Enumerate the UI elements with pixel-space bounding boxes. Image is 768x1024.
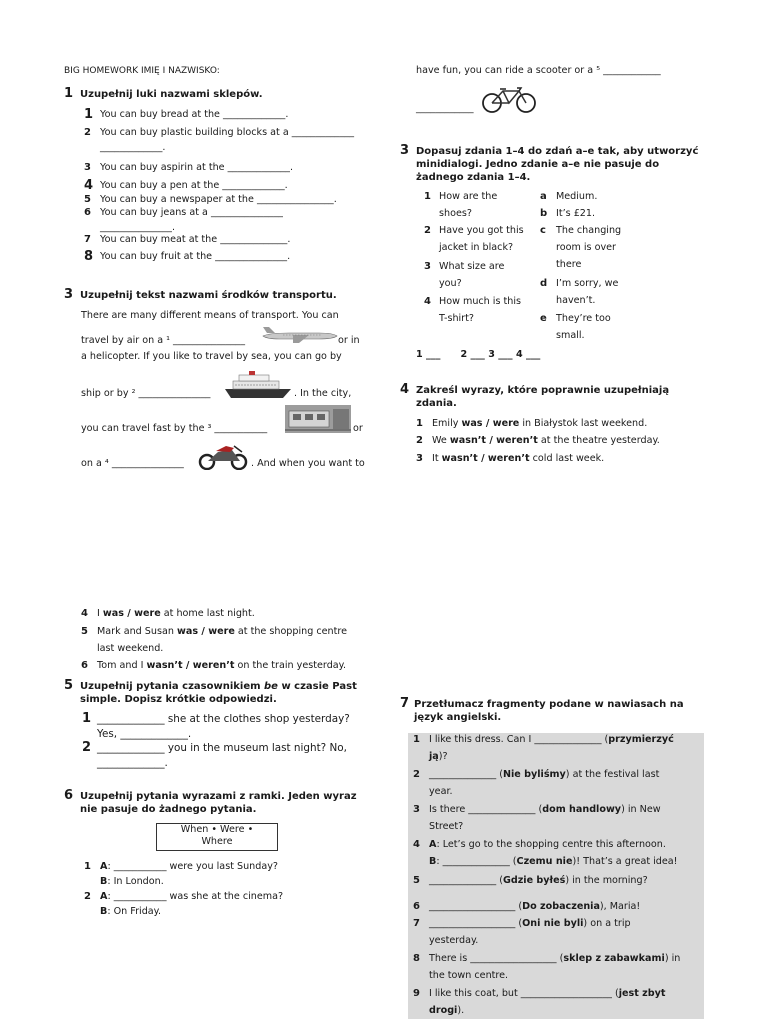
polish-phrase: Do zobaczenia	[522, 901, 600, 912]
text-segment: A: Let’s go to the shopping centre this afternoon.	[429, 839, 666, 850]
item-number: 6	[81, 660, 88, 671]
exercise-3b-number: 3	[400, 143, 410, 158]
exercise-5-title-line2: simple. Dopisz krótkie odpowiedzi.	[80, 694, 277, 705]
text-segment: Emily	[432, 418, 462, 429]
sentence	[97, 608, 255, 620]
item-number: 2	[84, 127, 91, 138]
text-segment: Mark and Susan	[97, 626, 177, 637]
question-number: 1	[424, 191, 431, 202]
text-segment: ), Maria!	[599, 901, 641, 912]
answer-text: small.	[556, 330, 585, 341]
item-number: 3	[413, 804, 420, 815]
translation-line-continued	[429, 821, 463, 833]
exercise-4-number: 4	[400, 382, 410, 397]
polish-phrase: Oni nie byli	[522, 918, 584, 929]
text-segment: Is there ______________ (	[429, 804, 543, 815]
question-text: What size are	[439, 261, 505, 272]
sentence	[97, 626, 347, 638]
answer-text: Medium.	[556, 191, 598, 202]
item-number: 6	[84, 207, 91, 218]
shop-sentence: You can buy a pen at the _____________.	[100, 180, 288, 191]
translation-line-continued	[429, 970, 508, 982]
text-segment: I	[97, 608, 103, 619]
polish-phrase: Gdzie byłeś	[502, 875, 566, 886]
word-box-line: When • Were •	[180, 824, 254, 835]
text-segment: yesterday.	[429, 935, 479, 946]
choice-words: wasn’t / weren’t	[449, 435, 538, 446]
speaker-label: B	[100, 906, 108, 917]
text-segment: the town centre.	[429, 970, 509, 981]
transport-text-line: or	[353, 423, 363, 434]
transport-text-line: . And when you want to	[251, 458, 365, 469]
question-text: How are the	[439, 191, 498, 202]
speaker-label: B	[100, 876, 108, 887]
text-segment: ).	[457, 1005, 465, 1016]
plane-icon	[259, 326, 339, 344]
transport-text-line: ship or by ² _______________	[81, 388, 211, 399]
answer-letter: d	[540, 278, 548, 289]
answer-text: They’re too	[556, 313, 611, 324]
question-text: you?	[439, 278, 462, 289]
transport-text-line: you can travel fast by the ³ ___________	[81, 423, 268, 434]
transport-text-line: . In the city,	[294, 388, 352, 399]
item-number: 5	[84, 194, 91, 205]
item-number: 3	[416, 453, 423, 464]
bicycle-icon	[481, 84, 537, 114]
translation-line	[429, 918, 631, 930]
answer-line: B: On Friday.	[100, 906, 162, 917]
question-number: 3	[424, 261, 431, 272]
answer-letter: b	[540, 208, 548, 219]
polish-phrase: Czemu nie	[516, 856, 573, 867]
question-text: How much is this	[439, 296, 522, 307]
item-number: 7	[84, 234, 91, 245]
shop-sentence: You can buy a newspaper at the ________________.	[100, 194, 337, 205]
motorbike-icon	[196, 442, 250, 470]
sentence	[432, 435, 660, 447]
shop-sentence-continued: _______________.	[100, 222, 176, 233]
item-number: 4	[81, 608, 88, 619]
polish-phrase: drogi	[429, 1005, 458, 1016]
text-segment: ______________ (	[429, 875, 503, 886]
choice-words: was / were	[461, 418, 520, 429]
item-number: 6	[413, 901, 420, 912]
text-segment: There is __________________ (	[429, 953, 564, 964]
exercise-3a-number: 3	[64, 287, 74, 302]
item-number: 1	[413, 734, 420, 745]
transport-text-line: or in	[338, 335, 360, 346]
translation-line-continued	[429, 1005, 464, 1017]
transport-text-line: travel by air on a ¹ _______________	[81, 335, 246, 346]
exercise-7-title: Przetłumacz fragmenty podane w nawiasach na język angielski.	[414, 699, 684, 723]
shop-sentence: You can buy meat at the ______________.	[100, 234, 291, 245]
item-number: 5	[81, 626, 88, 637]
shop-sentence-continued: _____________.	[100, 142, 166, 153]
shop-sentence: You can buy jeans at a _______________	[100, 207, 283, 218]
translation-line	[429, 839, 666, 851]
text-segment: ) in the morning?	[565, 875, 648, 886]
exercise-5-number: 5	[64, 678, 74, 693]
text-segment: Street?	[429, 821, 464, 832]
translation-line-continued	[429, 935, 478, 947]
text-segment: year.	[429, 786, 453, 797]
transport-text-line: a helicopter. If you like to travel by sea, you can go by	[81, 351, 342, 362]
question-text: jacket in black?	[439, 242, 514, 253]
transport-text-line: on a ⁴ _______________	[81, 458, 184, 469]
text-segment: ) at the festival last	[565, 769, 660, 780]
item-number: 1	[84, 861, 91, 872]
text-segment: __________________ (	[429, 901, 523, 912]
item-number: 2	[82, 740, 92, 755]
item-number: 4	[84, 178, 94, 193]
shop-sentence: You can buy fruit at the _______________.	[100, 251, 291, 262]
item-number: 2	[413, 769, 420, 780]
word-box-line: Where	[201, 835, 233, 847]
choice-words: was / were	[102, 608, 161, 619]
item-number: 4	[413, 839, 420, 850]
answer-letter: e	[540, 313, 547, 324]
text-segment: ) on a trip	[583, 918, 631, 929]
item-number: 1	[84, 107, 94, 122]
item-number: 8	[413, 953, 420, 964]
translation-line	[429, 988, 665, 1000]
item-number: 5	[413, 875, 420, 886]
text-segment: ______________ (	[429, 769, 503, 780]
exercise-4-title: Zakreśl wyrazy, które poprawnie uzupełniają zdania.	[416, 385, 670, 409]
exercise-6-number: 6	[64, 788, 74, 803]
translation-line-continued	[429, 786, 453, 798]
text-segment: __________________ (	[429, 918, 523, 929]
answer-text: The changing	[556, 225, 622, 236]
answer-key-line: 1 ___ 2 ___ 3 ___ 4 ___	[416, 349, 541, 360]
exercise-1-title: Uzupełnij luki nazwami sklepów.	[80, 89, 263, 100]
shop-sentence: You can buy bread at the _____________.	[100, 109, 289, 120]
text-segment: We	[432, 435, 450, 446]
translation-line	[429, 734, 674, 746]
answer-text: haven’t.	[556, 295, 596, 306]
exercise-1-number: 1	[64, 86, 74, 101]
sentence	[432, 418, 647, 430]
choice-words: wasn’t / weren’t	[441, 453, 530, 464]
text-segment: cold last week.	[529, 453, 605, 464]
answer-line: B: In London.	[100, 876, 164, 887]
translation-line	[429, 804, 661, 816]
answer-text: there	[556, 259, 582, 270]
answer-line: _____________.	[97, 757, 168, 769]
polish-phrase: dom handlowy	[542, 804, 622, 815]
answer-line: Yes, _____________.	[97, 728, 192, 740]
polish-phrase: sklep z zabawkami	[563, 953, 665, 964]
item-number: 3	[84, 162, 91, 173]
sentence	[432, 453, 604, 465]
sentence-continued: last weekend.	[97, 643, 164, 654]
question-text: Have you got this	[439, 225, 524, 236]
text-segment: )?	[438, 751, 448, 762]
item-number: 7	[413, 918, 420, 929]
transport-text-line: ____________	[416, 103, 474, 114]
text-segment: ) in	[664, 953, 681, 964]
answer-letter: c	[540, 225, 546, 236]
exercise-3b-title: Dopasuj zdania 1–4 do zdań a–e tak, aby utworzyć minidialogi. Jedno zdanie a–e nie pasuje do żadnego zdania 1–4.	[416, 146, 699, 183]
translation-line	[429, 953, 680, 965]
speaker-label: A	[429, 839, 437, 850]
polish-phrase: jest zbyt	[618, 988, 666, 999]
translation-line-continued	[429, 856, 678, 868]
page-header: BIG HOMEWORK IMIĘ I NAZWISKO:	[64, 66, 220, 76]
sentence	[97, 660, 346, 672]
question-number: 2	[424, 225, 431, 236]
polish-phrase: Nie byliśmy	[502, 769, 566, 780]
answer-text: It’s £21.	[556, 208, 596, 219]
exercise-6-title: Uzupełnij pytania wyrazami z ramki. Jeden wyraz nie pasuje do żadnego pytania.	[80, 791, 357, 815]
shop-sentence: You can buy plastic building blocks at a _____________	[100, 127, 355, 138]
translation-line	[429, 901, 640, 913]
item-number: 8	[84, 249, 94, 264]
choice-words: wasn’t / weren’t	[146, 660, 235, 671]
cruise-ship-icon	[223, 371, 293, 399]
item-number: 2	[84, 891, 91, 902]
answer-text: I’m sorry, we	[556, 278, 619, 289]
text-segment: at the shopping centre	[234, 626, 348, 637]
text-segment: ) in New	[621, 804, 661, 815]
item-number: 1	[416, 418, 423, 429]
question-line: A: ___________ was she at the cinema?	[100, 891, 284, 902]
exercise-7-number: 7	[400, 696, 410, 711]
item-number: 1	[82, 711, 92, 726]
text-segment: in Białystok last weekend.	[519, 418, 648, 429]
text-segment: It	[432, 453, 442, 464]
train-icon	[285, 405, 351, 433]
question-line: A: ___________ were you last Sunday?	[100, 861, 278, 872]
text-segment: B: ______________ (	[429, 856, 517, 867]
speaker-label: B	[429, 856, 437, 867]
question-line: _____________ she at the clothes shop yesterday?	[97, 713, 350, 725]
text-segment: I like this dress. Can I ______________ (	[429, 734, 609, 745]
text-segment: I like this coat, but ___________________ (	[429, 988, 619, 999]
question-text: T-shirt?	[439, 313, 474, 324]
exercise-5-title: Uzupełnij pytania czasownikiem be w czasie Past	[80, 681, 357, 692]
speaker-label: A	[100, 891, 108, 902]
question-number: 4	[424, 296, 431, 307]
question-text: shoes?	[439, 208, 472, 219]
transport-text-line: have fun, you can ride a scooter or a ⁵ ____________	[416, 65, 661, 76]
speaker-label: A	[100, 861, 108, 872]
text-segment: at home last night.	[160, 608, 255, 619]
translation-line	[429, 769, 659, 781]
transport-text-line: There are many different means of transport. You can	[81, 310, 339, 321]
polish-phrase: przymierzyć	[608, 734, 674, 745]
translation-line-continued	[429, 751, 448, 763]
word-box	[156, 823, 278, 851]
answer-letter: a	[540, 191, 547, 202]
text-segment: at the theatre yesterday.	[537, 435, 660, 446]
item-number: 2	[416, 435, 423, 446]
choice-words: was / were	[176, 626, 235, 637]
polish-phrase: ją	[429, 751, 439, 762]
item-number: 9	[413, 988, 420, 999]
answer-text: room is over	[556, 242, 616, 253]
exercise-3a-title: Uzupełnij tekst nazwami środków transportu.	[80, 290, 337, 301]
question-line: _____________ you in the museum last night? No,	[97, 742, 347, 754]
text-segment: Tom and I	[97, 660, 147, 671]
text-segment: )! That’s a great idea!	[572, 856, 678, 867]
shop-sentence: You can buy aspirin at the _____________.	[100, 162, 294, 173]
translation-line	[429, 875, 648, 887]
text-segment: on the train yesterday.	[234, 660, 347, 671]
